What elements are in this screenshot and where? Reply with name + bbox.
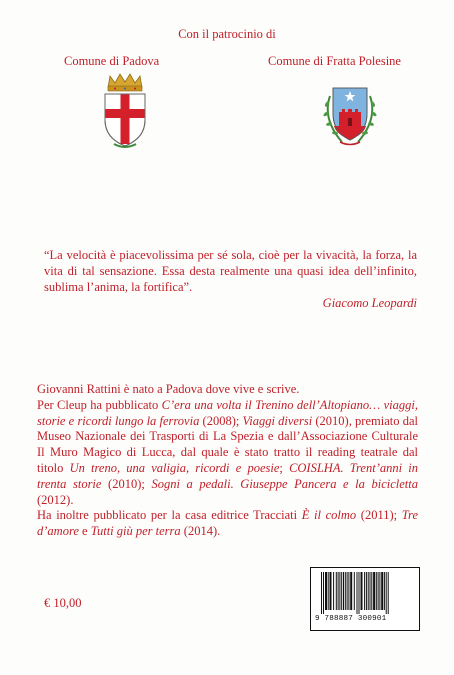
- patronage-title: Con il patrocinio di: [178, 27, 276, 41]
- comune-fratta-polesine-label: Comune di Fratta Polesine: [268, 54, 401, 68]
- bio-paragraph-1: Giovanni Rattini è nato a Padova dove vive e scrive.: [37, 382, 300, 396]
- book-title: C’era una volta il Trenino dell’Altopiano… viaggi, storie e ricordi lungo la ferrovia: [37, 397, 418, 428]
- padova-coat-of-arms-icon: [100, 72, 150, 152]
- barcode-bars: [317, 572, 413, 614]
- book-title: Un treno, una valigia, ricordi e poesie: [69, 460, 280, 475]
- bio-paragraph-2: Per Cleup ha pubblicato C’era una volta il Trenino dell’Altopiano… viaggi, storie e ricordi lungo la ferrovia (2008); Viaggi diversi (2010), premiato dal Museo Nazionale dei Trasporti di La Spezia e dall’Associazione Culturale Il Muro Magico di Lucca, dal quale è stato tratto il reading teatrale dal titolo Un treno, una valigia, ricordi e poesie; COISLHA. Trent’anni in trenta storie (2010); Sogni a pedali. Giuseppe Pancera e la bicicletta (2012).: [37, 397, 418, 507]
- bio-paragraph-3: Ha inoltre pubblicato per la casa editrice Tracciati È il colmo (2011); Tre d’amore e Tutti giù per terra (2014).: [37, 508, 418, 539]
- comune-padova-label: Comune di Padova: [64, 54, 160, 68]
- leopardi-quote: “La velocità è piacevolissima per sé sola, cioè per la vivacità, la forza, la vita di tal sensazione. Essa desta realmente una quasi idea dell’infinito, sublima l’anima, la fortifica”.: [44, 248, 417, 294]
- book-title: È il colmo: [301, 508, 357, 523]
- isbn-barcode: [310, 567, 420, 631]
- price-label: € 10,00: [44, 596, 82, 610]
- book-title: Tutti giù per terra: [90, 524, 181, 539]
- quote-author: Giacomo Leopardi: [322, 296, 417, 310]
- author-biography: [37, 382, 418, 540]
- fratta-polesine-coat-of-arms-icon: [320, 74, 380, 150]
- book-title: Viaggi diversi: [242, 413, 313, 428]
- book-title: COISLHA. Trent’anni in trenta storie: [37, 460, 418, 491]
- book-title: Tre d’amore: [37, 508, 418, 539]
- barcode-digits: 9 788887 300901: [315, 615, 387, 623]
- book-title: Sogni a pedali. Giuseppe Pancera e la bicicletta: [151, 476, 418, 491]
